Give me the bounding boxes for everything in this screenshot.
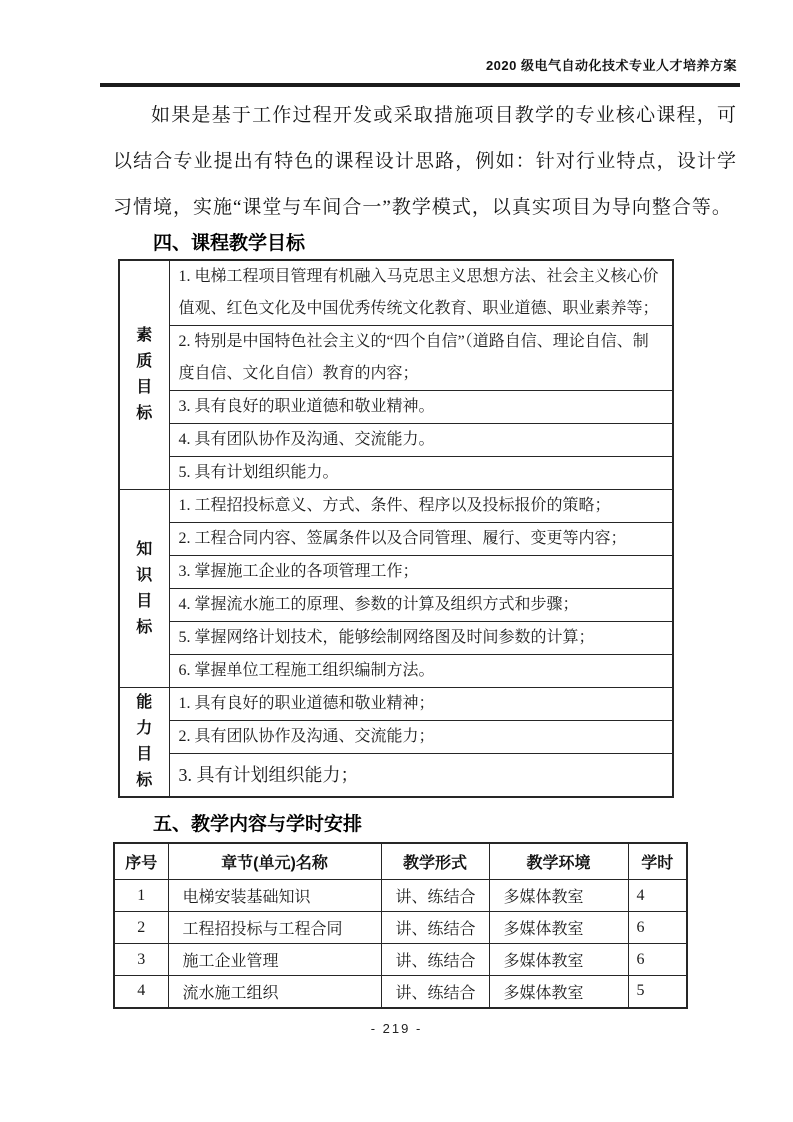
cell-number: 1 — [114, 880, 168, 912]
goal-item: 6. 掌握单位工程施工组织编制方法。 — [169, 655, 673, 688]
goal-item: 3. 掌握施工企业的各项管理工作； — [169, 556, 673, 589]
table-header-row — [114, 843, 687, 880]
table-row — [119, 490, 673, 523]
teaching-schedule-table — [113, 842, 688, 1009]
cell-environment: 多媒体教室 — [489, 912, 628, 944]
table-row — [119, 556, 673, 589]
column-header-environment: 教学环境 — [489, 843, 628, 880]
goal-item: 3. 具有良好的职业道德和敬业精神。 — [169, 391, 673, 424]
table-row — [119, 326, 673, 391]
table-row — [119, 721, 673, 754]
cell-form: 讲、练结合 — [381, 880, 489, 912]
column-header-number: 序号 — [114, 843, 168, 880]
table-row — [119, 391, 673, 424]
cell-environment: 多媒体教室 — [489, 944, 628, 976]
cell-number: 4 — [114, 976, 168, 1008]
goal-item: 4. 具有团队协作及沟通、交流能力。 — [169, 424, 673, 457]
cell-form: 讲、练结合 — [381, 944, 489, 976]
page-content — [113, 93, 737, 1009]
goal-item: 2. 具有团队协作及沟通、交流能力； — [169, 721, 673, 754]
cell-chapter: 电梯安装基础知识 — [168, 880, 381, 912]
cell-hours: 6 — [628, 912, 687, 944]
cell-hours: 6 — [628, 944, 687, 976]
running-header-title: 2020 级电气自动化技术专业人才培养方案 — [485, 58, 737, 73]
table-row — [119, 260, 673, 326]
cell-chapter: 工程招投标与工程合同 — [168, 912, 381, 944]
column-header-form: 教学形式 — [381, 843, 489, 880]
goal-item: 1. 具有良好的职业道德和敬业精神； — [169, 688, 673, 721]
goal-item: 1. 工程招投标意义、方式、条件、程序以及投标报价的策略； — [169, 490, 673, 523]
table-row — [114, 976, 687, 1008]
cell-environment: 多媒体教室 — [489, 976, 628, 1008]
goal-item: 2. 特别是中国特色社会主义的“四个自信”（道路自信、理论自信、制度自信、文化自信）教育的内容； — [169, 326, 673, 391]
course-goals-table — [118, 259, 674, 798]
goal-category-quality: 素质目标 — [119, 260, 169, 490]
table-row — [119, 457, 673, 490]
header-rule — [100, 83, 740, 87]
goal-item: 1. 电梯工程项目管理有机融入马克思主义思想方法、社会主义核心价值观、红色文化及中国优秀传统文化教育、职业道德、职业素养等； — [169, 260, 673, 326]
goal-item: 3. 具有计划组织能力； — [169, 754, 673, 797]
goal-item: 4. 掌握流水施工的原理、参数的计算及组织方式和步骤； — [169, 589, 673, 622]
table-row — [119, 622, 673, 655]
table-row — [119, 655, 673, 688]
column-header-hours: 学时 — [628, 843, 687, 880]
cell-chapter: 流水施工组织 — [168, 976, 381, 1008]
page-number: - 219 - — [370, 1020, 423, 1036]
cell-hours: 4 — [628, 880, 687, 912]
table-row — [119, 688, 673, 721]
section-4-heading: 四、课程教学目标 — [153, 233, 306, 254]
cell-form: 讲、练结合 — [381, 912, 489, 944]
table-row — [114, 944, 687, 976]
cell-environment: 多媒体教室 — [489, 880, 628, 912]
cell-chapter: 施工企业管理 — [168, 944, 381, 976]
table-row — [114, 880, 687, 912]
goal-category-knowledge: 知识目标 — [119, 490, 169, 688]
table-row — [119, 754, 673, 797]
running-header — [0, 0, 737, 75]
goal-item: 5. 具有计划组织能力。 — [169, 457, 673, 490]
table-row — [119, 589, 673, 622]
goal-item: 2. 工程合同内容、签属条件以及合同管理、履行、变更等内容； — [169, 523, 673, 556]
section-5-heading: 五、教学内容与学时安排 — [153, 813, 363, 835]
column-header-chapter: 章节(单元)名称 — [168, 843, 381, 880]
table-row — [114, 912, 687, 944]
table-row — [119, 523, 673, 556]
intro-paragraph: 如果是基于工作过程开发或采取措施项目教学的专业核心课程，可以结合专业提出有特色的课程设计思路，例如：针对行业特点，设计学习情境，实施“课堂与车间合一”教学模式，以真实项目为导向整合等。 — [113, 105, 737, 218]
cell-number: 3 — [114, 944, 168, 976]
table-row — [119, 424, 673, 457]
cell-hours: 5 — [628, 976, 687, 1008]
goal-category-ability: 能力目标 — [119, 688, 169, 797]
cell-number: 2 — [114, 912, 168, 944]
goal-item: 5. 掌握网络计划技术，能够绘制网络图及时间参数的计算； — [169, 622, 673, 655]
cell-form: 讲、练结合 — [381, 976, 489, 1008]
